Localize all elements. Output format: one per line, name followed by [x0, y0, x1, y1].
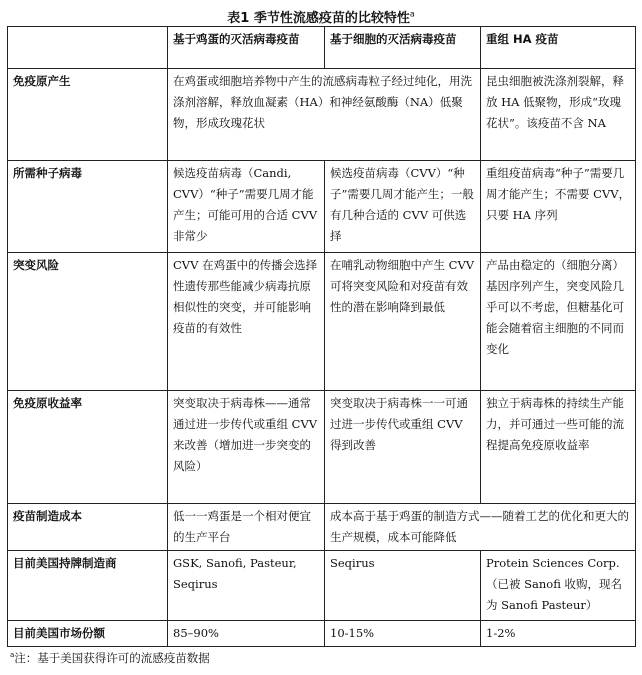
table-row-immunogen-yield	[8, 391, 636, 504]
table-cell: 低一一鸡蛋是一个相对便宜的生产平台	[168, 504, 325, 551]
table-cell: 候选疫苗病毒（CVV）“种子”需要几周才能产生；一般有几种合适的 CVV 可供选择	[325, 161, 481, 253]
table-header-row	[8, 27, 636, 69]
table-row-licensed-manufacturers	[8, 551, 636, 621]
footnote-mark: a	[10, 651, 15, 660]
title-footnote-mark: a	[409, 9, 415, 19]
table-cell: GSK, Sanofi, Pasteur, Seqirus	[168, 551, 325, 621]
row-label: 免疫原收益率	[8, 391, 168, 504]
table-row-seed-virus	[8, 161, 636, 253]
table-cell: 1-2%	[481, 621, 636, 647]
table-cell: 产品由稳定的（细胞分离）基因序列产生，突变风险几乎可以不考虑，但糖基化可能会随着宿主细胞的不同而变化	[481, 253, 636, 391]
header-recombinant-ha: 重组 HA 疫苗	[481, 27, 636, 69]
table-cell: Seqirus	[325, 551, 481, 621]
table-cell: 突变取决于病毒株——通常通过进一步传代或重组 CVV 来改善（增加进一步突变的风险）	[168, 391, 325, 504]
header-cell-based: 基于细胞的灭活病毒疫苗	[325, 27, 481, 69]
table-cell: 在鸡蛋或细胞培养物中产生的流感病毒粒子经过纯化，用洗涤剂溶解，释放血凝素（HA）和神经氨酸酶（NA）低聚物，形成玫瑰花状	[168, 69, 481, 161]
table-cell: Protein Sciences Corp.（已被 Sanofi 收购，现名为 Sanofi Pasteur）	[481, 551, 636, 621]
table-row-immunogen-production	[8, 69, 636, 161]
table-cell: 85–90%	[168, 621, 325, 647]
table-cell: 重组疫苗病毒“种子”需要几周才能产生；不需要 CVV，只要 HA 序列	[481, 161, 636, 253]
row-label: 突变风险	[8, 253, 168, 391]
table-cell: 独立于病毒株的持续生产能力，并可通过一些可能的流程提高免疫原收益率	[481, 391, 636, 504]
header-egg-based: 基于鸡蛋的灭活病毒疫苗	[168, 27, 325, 69]
table-row-manufacturing-cost	[8, 504, 636, 551]
table-title-text: 表1 季节性流感疫苗的比较特性	[227, 11, 410, 26]
table-cell: CVV 在鸡蛋中的传播会选择性遗传那些能减少病毒抗原相似性的突变，并可能影响疫苗的有效性	[168, 253, 325, 391]
table-cell: 在哺乳动物细胞中产生 CVV 可将突变风险和对疫苗有效性的潜在影响降到最低	[325, 253, 481, 391]
row-label: 免疫原产生	[8, 69, 168, 161]
header-empty-cell	[8, 27, 168, 69]
table-cell: 10-15%	[325, 621, 481, 647]
table-cell: 昆虫细胞被洗涤剂裂解，释放 HA 低聚物，形成“玫瑰花状”。该疫苗不含 NA	[481, 69, 636, 161]
table-title	[0, 7, 642, 26]
footnote	[10, 650, 210, 666]
comparison-table	[7, 26, 636, 647]
row-label: 所需种子病毒	[8, 161, 168, 253]
table-cell: 突变取决于病毒株一一可通过进一步传代或重组 CVV 得到改善	[325, 391, 481, 504]
table-row-mutation-risk	[8, 253, 636, 391]
table-cell: 候选疫苗病毒（Candi, CVV）“种子”需要几周才能产生；可能可用的合适 CVV 非常少	[168, 161, 325, 253]
table-row-market-share	[8, 621, 636, 647]
row-label: 目前美国市场份额	[8, 621, 168, 647]
footnote-text: 注：基于美国获得许可的流感疫苗数据	[14, 651, 210, 665]
row-label: 目前美国持牌制造商	[8, 551, 168, 621]
row-label: 疫苗制造成本	[8, 504, 168, 551]
table-cell: 成本高于基于鸡蛋的制造方式——随着工艺的优化和更大的生产规模，成本可能降低	[325, 504, 636, 551]
